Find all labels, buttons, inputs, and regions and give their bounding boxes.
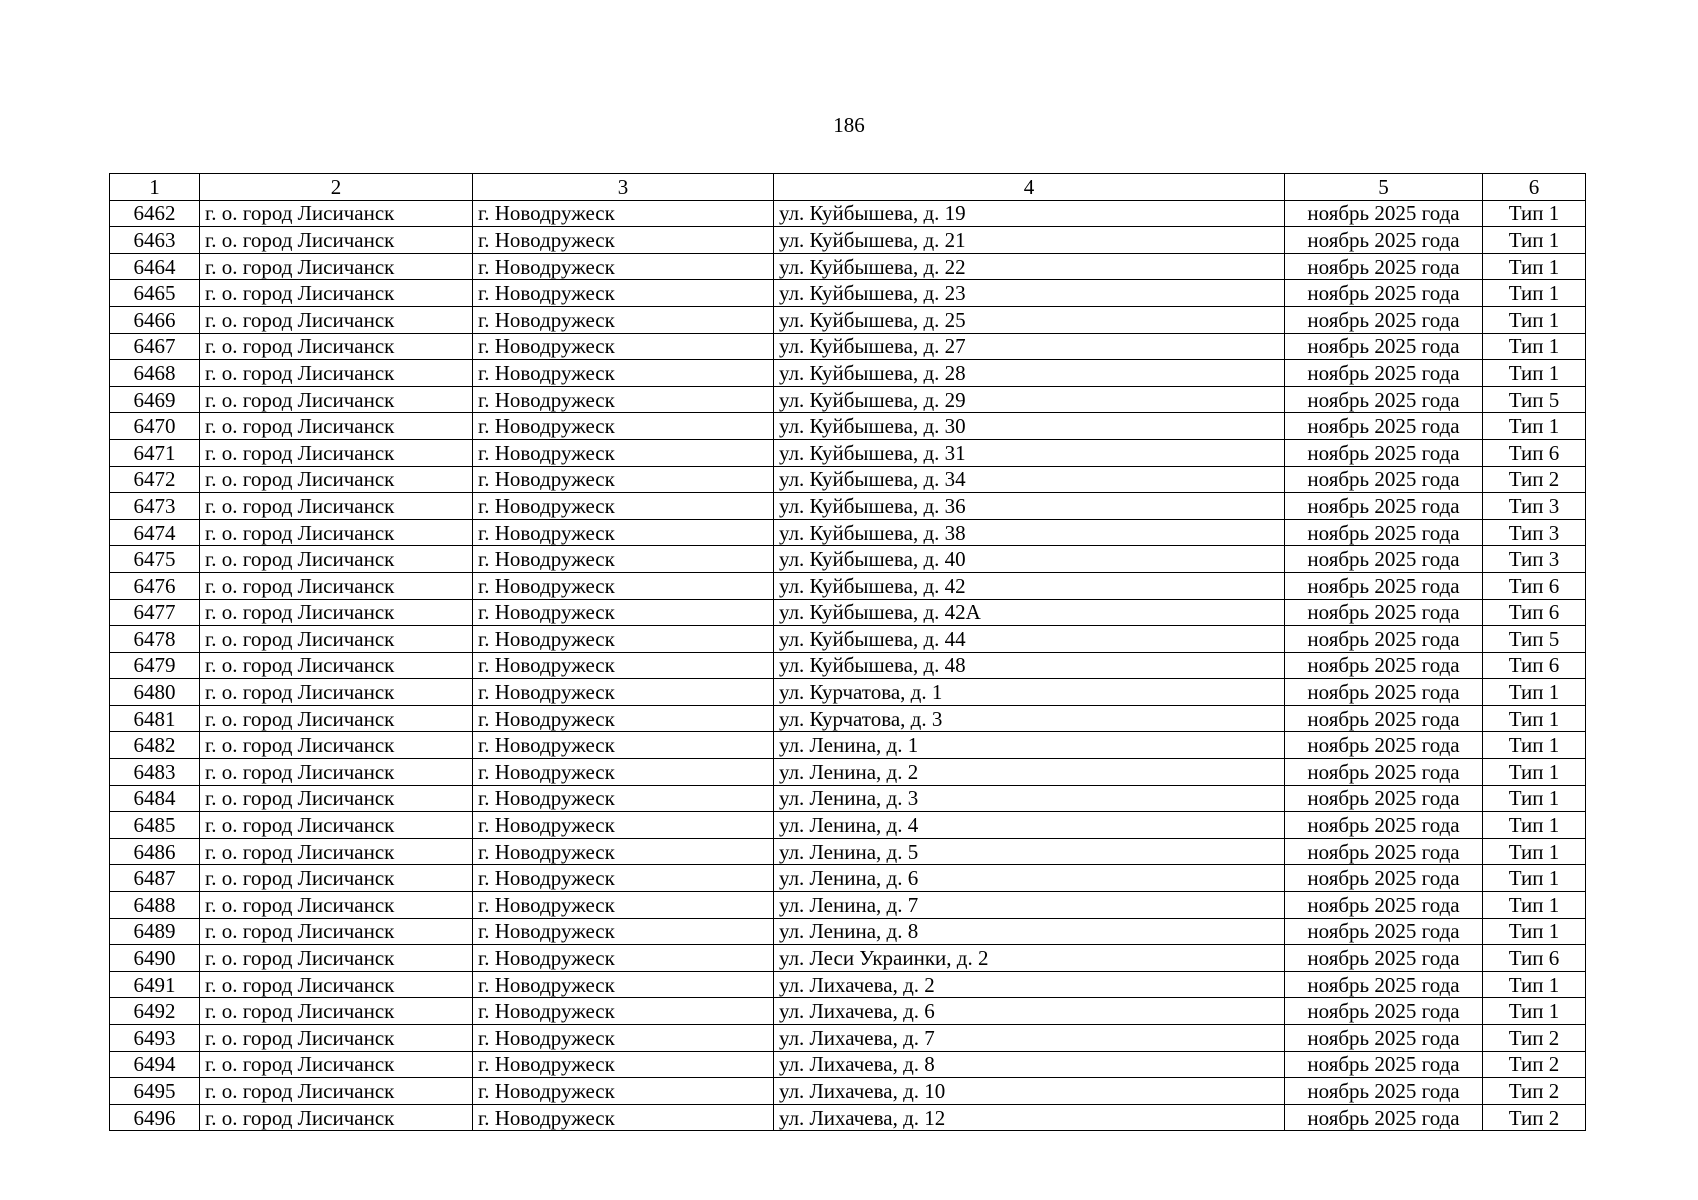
address-cell: ул. Лихачева, д. 8 (774, 1051, 1285, 1078)
register-table (109, 173, 1586, 1131)
date-cell: ноябрь 2025 года (1285, 386, 1483, 413)
row-number: 6475 (110, 546, 200, 573)
table-row (110, 679, 1586, 706)
table-row (110, 892, 1586, 919)
address-cell: ул. Лихачева, д. 10 (774, 1078, 1285, 1105)
row-number: 6474 (110, 519, 200, 546)
city-cell: г. Новодружеск (473, 200, 774, 227)
type-cell: Тип 3 (1483, 493, 1586, 520)
district-cell: г. о. город Лисичанск (200, 386, 473, 413)
address-cell: ул. Куйбышева, д. 31 (774, 439, 1285, 466)
city-cell: г. Новодружеск (473, 971, 774, 998)
city-cell: г. Новодружеск (473, 546, 774, 573)
city-cell: г. Новодружеск (473, 1078, 774, 1105)
row-number: 6470 (110, 413, 200, 440)
district-cell: г. о. город Лисичанск (200, 759, 473, 786)
type-cell: Тип 3 (1483, 546, 1586, 573)
table-row (110, 253, 1586, 280)
date-cell: ноябрь 2025 года (1285, 227, 1483, 254)
address-cell: ул. Ленина, д. 2 (774, 759, 1285, 786)
address-cell: ул. Куйбышева, д. 42А (774, 599, 1285, 626)
date-cell: ноябрь 2025 года (1285, 1104, 1483, 1131)
district-cell: г. о. город Лисичанск (200, 280, 473, 307)
date-cell: ноябрь 2025 года (1285, 413, 1483, 440)
district-cell: г. о. город Лисичанск (200, 785, 473, 812)
type-cell: Тип 2 (1483, 1078, 1586, 1105)
table-row (110, 280, 1586, 307)
address-cell: ул. Ленина, д. 7 (774, 892, 1285, 919)
date-cell: ноябрь 2025 года (1285, 546, 1483, 573)
row-number: 6480 (110, 679, 200, 706)
district-cell: г. о. город Лисичанск (200, 865, 473, 892)
address-cell: ул. Куйбышева, д. 22 (774, 253, 1285, 280)
city-cell: г. Новодружеск (473, 812, 774, 839)
district-cell: г. о. город Лисичанск (200, 971, 473, 998)
date-cell: ноябрь 2025 года (1285, 306, 1483, 333)
address-cell: ул. Куйбышева, д. 25 (774, 306, 1285, 333)
date-cell: ноябрь 2025 года (1285, 838, 1483, 865)
address-cell: ул. Ленина, д. 4 (774, 812, 1285, 839)
type-cell: Тип 1 (1483, 333, 1586, 360)
city-cell: г. Новодружеск (473, 998, 774, 1025)
district-cell: г. о. город Лисичанск (200, 1051, 473, 1078)
city-cell: г. Новодружеск (473, 413, 774, 440)
type-cell: Тип 1 (1483, 705, 1586, 732)
type-cell: Тип 1 (1483, 679, 1586, 706)
row-number: 6496 (110, 1104, 200, 1131)
city-cell: г. Новодружеск (473, 705, 774, 732)
date-cell: ноябрь 2025 года (1285, 360, 1483, 387)
address-cell: ул. Ленина, д. 5 (774, 838, 1285, 865)
table-header (110, 174, 1586, 201)
header-col-2: 2 (200, 174, 473, 201)
type-cell: Тип 1 (1483, 865, 1586, 892)
row-number: 6466 (110, 306, 200, 333)
district-cell: г. о. город Лисичанск (200, 413, 473, 440)
city-cell: г. Новодружеск (473, 1025, 774, 1052)
city-cell: г. Новодружеск (473, 333, 774, 360)
table-row (110, 200, 1586, 227)
row-number: 6468 (110, 360, 200, 387)
table-row (110, 493, 1586, 520)
table-row (110, 227, 1586, 254)
date-cell: ноябрь 2025 года (1285, 1025, 1483, 1052)
type-cell: Тип 6 (1483, 439, 1586, 466)
address-cell: ул. Курчатова, д. 1 (774, 679, 1285, 706)
city-cell: г. Новодружеск (473, 360, 774, 387)
date-cell: ноябрь 2025 года (1285, 599, 1483, 626)
row-number: 6490 (110, 945, 200, 972)
date-cell: ноябрь 2025 года (1285, 1078, 1483, 1105)
district-cell: г. о. город Лисичанск (200, 1078, 473, 1105)
type-cell: Тип 5 (1483, 386, 1586, 413)
district-cell: г. о. город Лисичанск (200, 572, 473, 599)
date-cell: ноябрь 2025 года (1285, 1051, 1483, 1078)
type-cell: Тип 2 (1483, 1025, 1586, 1052)
type-cell: Тип 2 (1483, 1051, 1586, 1078)
address-cell: ул. Куйбышева, д. 38 (774, 519, 1285, 546)
table-row (110, 626, 1586, 653)
city-cell: г. Новодружеск (473, 918, 774, 945)
table-body (110, 200, 1586, 1131)
district-cell: г. о. город Лисичанск (200, 227, 473, 254)
date-cell: ноябрь 2025 года (1285, 892, 1483, 919)
table-row (110, 838, 1586, 865)
row-number: 6469 (110, 386, 200, 413)
row-number: 6465 (110, 280, 200, 307)
district-cell: г. о. город Лисичанск (200, 466, 473, 493)
address-cell: ул. Куйбышева, д. 28 (774, 360, 1285, 387)
row-number: 6481 (110, 705, 200, 732)
date-cell: ноябрь 2025 года (1285, 812, 1483, 839)
table-row (110, 785, 1586, 812)
city-cell: г. Новодружеск (473, 306, 774, 333)
district-cell: г. о. город Лисичанск (200, 333, 473, 360)
header-col-4: 4 (774, 174, 1285, 201)
row-number: 6487 (110, 865, 200, 892)
type-cell: Тип 3 (1483, 519, 1586, 546)
row-number: 6494 (110, 1051, 200, 1078)
row-number: 6472 (110, 466, 200, 493)
city-cell: г. Новодружеск (473, 466, 774, 493)
address-cell: ул. Куйбышева, д. 34 (774, 466, 1285, 493)
row-number: 6473 (110, 493, 200, 520)
address-cell: ул. Куйбышева, д. 44 (774, 626, 1285, 653)
city-cell: г. Новодружеск (473, 652, 774, 679)
date-cell: ноябрь 2025 года (1285, 785, 1483, 812)
type-cell: Тип 1 (1483, 838, 1586, 865)
city-cell: г. Новодружеск (473, 599, 774, 626)
page-number: 186 (833, 113, 865, 137)
district-cell: г. о. город Лисичанск (200, 493, 473, 520)
district-cell: г. о. город Лисичанск (200, 546, 473, 573)
city-cell: г. Новодружеск (473, 759, 774, 786)
district-cell: г. о. город Лисичанск (200, 892, 473, 919)
row-number: 6482 (110, 732, 200, 759)
row-number: 6479 (110, 652, 200, 679)
address-cell: ул. Куйбышева, д. 27 (774, 333, 1285, 360)
row-number: 6493 (110, 1025, 200, 1052)
date-cell: ноябрь 2025 года (1285, 519, 1483, 546)
type-cell: Тип 6 (1483, 652, 1586, 679)
type-cell: Тип 1 (1483, 812, 1586, 839)
type-cell: Тип 1 (1483, 732, 1586, 759)
table-row (110, 599, 1586, 626)
city-cell: г. Новодружеск (473, 439, 774, 466)
district-cell: г. о. город Лисичанск (200, 1104, 473, 1131)
date-cell: ноябрь 2025 года (1285, 466, 1483, 493)
table-row (110, 546, 1586, 573)
city-cell: г. Новодружеск (473, 945, 774, 972)
row-number: 6491 (110, 971, 200, 998)
table-row (110, 759, 1586, 786)
row-number: 6483 (110, 759, 200, 786)
table-row (110, 572, 1586, 599)
table-row (110, 360, 1586, 387)
district-cell: г. о. город Лисичанск (200, 732, 473, 759)
row-number: 6495 (110, 1078, 200, 1105)
district-cell: г. о. город Лисичанск (200, 918, 473, 945)
table-row (110, 652, 1586, 679)
type-cell: Тип 1 (1483, 413, 1586, 440)
row-number: 6477 (110, 599, 200, 626)
date-cell: ноябрь 2025 года (1285, 280, 1483, 307)
row-number: 6478 (110, 626, 200, 653)
district-cell: г. о. город Лисичанск (200, 360, 473, 387)
date-cell: ноябрь 2025 года (1285, 652, 1483, 679)
district-cell: г. о. город Лисичанск (200, 945, 473, 972)
address-cell: ул. Ленина, д. 8 (774, 918, 1285, 945)
address-cell: ул. Куйбышева, д. 36 (774, 493, 1285, 520)
city-cell: г. Новодружеск (473, 1051, 774, 1078)
district-cell: г. о. город Лисичанск (200, 626, 473, 653)
date-cell: ноябрь 2025 года (1285, 971, 1483, 998)
city-cell: г. Новодружеск (473, 732, 774, 759)
table-row (110, 1078, 1586, 1105)
row-number: 6485 (110, 812, 200, 839)
type-cell: Тип 1 (1483, 360, 1586, 387)
address-cell: ул. Куйбышева, д. 19 (774, 200, 1285, 227)
district-cell: г. о. город Лисичанск (200, 519, 473, 546)
date-cell: ноябрь 2025 года (1285, 493, 1483, 520)
date-cell: ноябрь 2025 года (1285, 200, 1483, 227)
address-cell: ул. Куйбышева, д. 30 (774, 413, 1285, 440)
row-number: 6464 (110, 253, 200, 280)
table-row (110, 466, 1586, 493)
header-col-5: 5 (1285, 174, 1483, 201)
type-cell: Тип 1 (1483, 759, 1586, 786)
address-cell: ул. Лихачева, д. 6 (774, 998, 1285, 1025)
row-number: 6471 (110, 439, 200, 466)
table-row (110, 386, 1586, 413)
row-number: 6476 (110, 572, 200, 599)
address-cell: ул. Куйбышева, д. 23 (774, 280, 1285, 307)
table-row (110, 519, 1586, 546)
district-cell: г. о. город Лисичанск (200, 812, 473, 839)
date-cell: ноябрь 2025 года (1285, 865, 1483, 892)
district-cell: г. о. город Лисичанск (200, 200, 473, 227)
city-cell: г. Новодружеск (473, 838, 774, 865)
type-cell: Тип 1 (1483, 918, 1586, 945)
address-cell: ул. Леси Украинки, д. 2 (774, 945, 1285, 972)
date-cell: ноябрь 2025 года (1285, 945, 1483, 972)
date-cell: ноябрь 2025 года (1285, 732, 1483, 759)
address-cell: ул. Куйбышева, д. 42 (774, 572, 1285, 599)
date-cell: ноябрь 2025 года (1285, 572, 1483, 599)
type-cell: Тип 1 (1483, 306, 1586, 333)
date-cell: ноябрь 2025 года (1285, 439, 1483, 466)
type-cell: Тип 2 (1483, 1104, 1586, 1131)
date-cell: ноябрь 2025 года (1285, 333, 1483, 360)
table-row (110, 1051, 1586, 1078)
district-cell: г. о. город Лисичанск (200, 1025, 473, 1052)
table-row (110, 705, 1586, 732)
address-cell: ул. Лихачева, д. 2 (774, 971, 1285, 998)
address-cell: ул. Лихачева, д. 12 (774, 1104, 1285, 1131)
address-cell: ул. Ленина, д. 1 (774, 732, 1285, 759)
date-cell: ноябрь 2025 года (1285, 759, 1483, 786)
address-cell: ул. Ленина, д. 6 (774, 865, 1285, 892)
city-cell: г. Новодружеск (473, 892, 774, 919)
type-cell: Тип 6 (1483, 572, 1586, 599)
table-row (110, 865, 1586, 892)
row-number: 6484 (110, 785, 200, 812)
type-cell: Тип 1 (1483, 200, 1586, 227)
city-cell: г. Новодружеск (473, 280, 774, 307)
type-cell: Тип 1 (1483, 280, 1586, 307)
header-col-3: 3 (473, 174, 774, 201)
type-cell: Тип 1 (1483, 227, 1586, 254)
district-cell: г. о. город Лисичанск (200, 679, 473, 706)
table-row (110, 1104, 1586, 1131)
row-number: 6467 (110, 333, 200, 360)
table-row (110, 918, 1586, 945)
address-cell: ул. Куйбышева, д. 48 (774, 652, 1285, 679)
city-cell: г. Новодружеск (473, 785, 774, 812)
header-row (110, 174, 1586, 201)
type-cell: Тип 6 (1483, 599, 1586, 626)
district-cell: г. о. город Лисичанск (200, 306, 473, 333)
address-cell: ул. Куйбышева, д. 29 (774, 386, 1285, 413)
table-row (110, 732, 1586, 759)
city-cell: г. Новодружеск (473, 253, 774, 280)
district-cell: г. о. город Лисичанск (200, 439, 473, 466)
row-number: 6486 (110, 838, 200, 865)
row-number: 6462 (110, 200, 200, 227)
address-cell: ул. Лихачева, д. 7 (774, 1025, 1285, 1052)
city-cell: г. Новодружеск (473, 1104, 774, 1131)
table-row (110, 413, 1586, 440)
table-row (110, 812, 1586, 839)
type-cell: Тип 1 (1483, 892, 1586, 919)
table-row (110, 333, 1586, 360)
row-number: 6489 (110, 918, 200, 945)
type-cell: Тип 1 (1483, 998, 1586, 1025)
address-cell: ул. Курчатова, д. 3 (774, 705, 1285, 732)
date-cell: ноябрь 2025 года (1285, 626, 1483, 653)
header-col-1: 1 (110, 174, 200, 201)
city-cell: г. Новодружеск (473, 519, 774, 546)
type-cell: Тип 1 (1483, 971, 1586, 998)
district-cell: г. о. город Лисичанск (200, 998, 473, 1025)
table-row (110, 998, 1586, 1025)
row-number: 6492 (110, 998, 200, 1025)
district-cell: г. о. город Лисичанск (200, 599, 473, 626)
table-row (110, 971, 1586, 998)
table-row (110, 945, 1586, 972)
row-number: 6488 (110, 892, 200, 919)
table-row (110, 1025, 1586, 1052)
city-cell: г. Новодружеск (473, 626, 774, 653)
district-cell: г. о. город Лисичанск (200, 253, 473, 280)
address-cell: ул. Куйбышева, д. 40 (774, 546, 1285, 573)
type-cell: Тип 1 (1483, 253, 1586, 280)
city-cell: г. Новодружеск (473, 386, 774, 413)
address-cell: ул. Куйбышева, д. 21 (774, 227, 1285, 254)
address-cell: ул. Ленина, д. 3 (774, 785, 1285, 812)
type-cell: Тип 6 (1483, 945, 1586, 972)
city-cell: г. Новодружеск (473, 865, 774, 892)
type-cell: Тип 5 (1483, 626, 1586, 653)
city-cell: г. Новодружеск (473, 227, 774, 254)
date-cell: ноябрь 2025 года (1285, 918, 1483, 945)
district-cell: г. о. город Лисичанск (200, 838, 473, 865)
city-cell: г. Новодружеск (473, 572, 774, 599)
type-cell: Тип 2 (1483, 466, 1586, 493)
city-cell: г. Новодружеск (473, 493, 774, 520)
header-col-6: 6 (1483, 174, 1586, 201)
date-cell: ноябрь 2025 года (1285, 705, 1483, 732)
district-cell: г. о. город Лисичанск (200, 705, 473, 732)
date-cell: ноябрь 2025 года (1285, 679, 1483, 706)
date-cell: ноябрь 2025 года (1285, 253, 1483, 280)
date-cell: ноябрь 2025 года (1285, 998, 1483, 1025)
row-number: 6463 (110, 227, 200, 254)
table-row (110, 306, 1586, 333)
type-cell: Тип 1 (1483, 785, 1586, 812)
district-cell: г. о. город Лисичанск (200, 652, 473, 679)
city-cell: г. Новодружеск (473, 679, 774, 706)
table-row (110, 439, 1586, 466)
